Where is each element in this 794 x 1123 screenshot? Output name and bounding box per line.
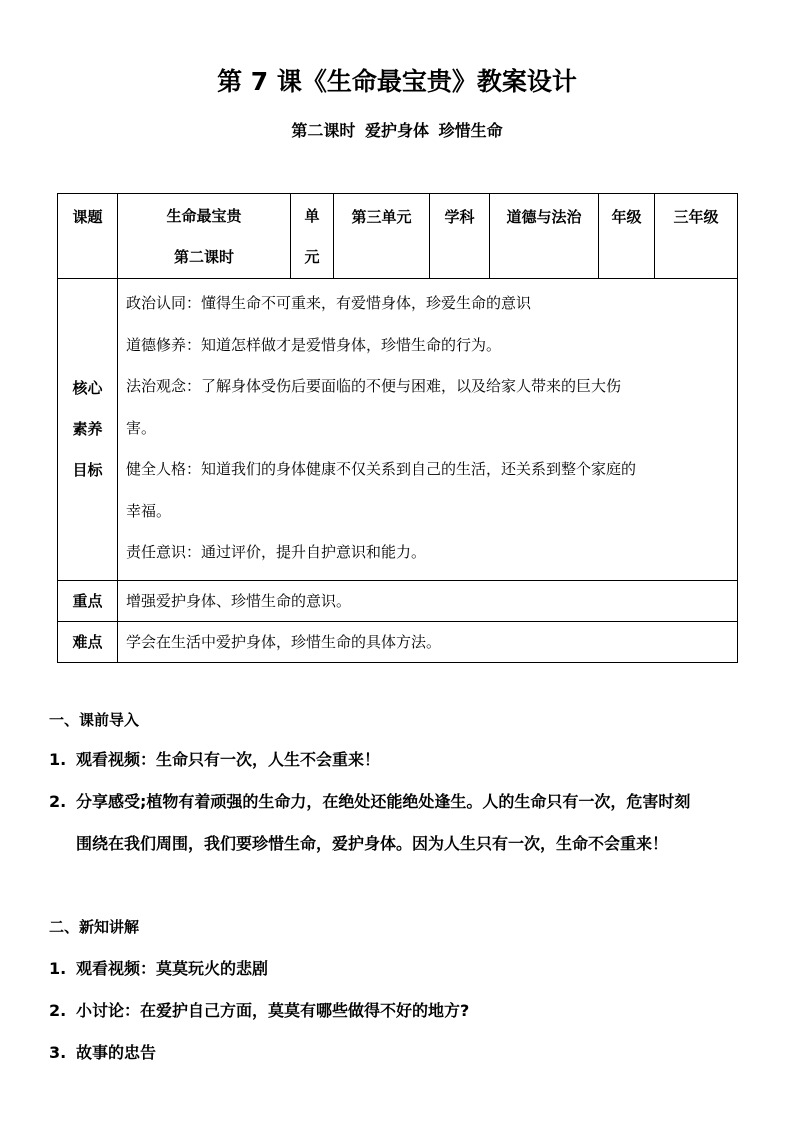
topic-line-1: 生命最宝贵 — [166, 207, 242, 225]
goal-line: 道德修养：知道怎样做才是爱惜身体，珍惜生命的行为。 — [126, 335, 502, 354]
section-heading-intro: 一、课前导入 — [49, 711, 140, 729]
goal-line: 健全人格：知道我们的身体健康不仅关系到自己的生活，还关系到整个家庭的 — [126, 460, 637, 478]
list-item-number: 1. — [49, 959, 67, 978]
difficulty-text: 学会在生活中爱护身体，珍惜生命的具体方法。 — [118, 621, 738, 662]
key-point-text: 增强爱护身体、珍惜生命的意识。 — [118, 580, 738, 621]
goal-line: 责任意识：通过评价，提升自护意识和能力。 — [126, 543, 427, 561]
list-item-number: 2. — [49, 1001, 67, 1020]
list-item-text: 观看视频：莫莫玩火的悲剧 — [76, 959, 269, 978]
list-item — [49, 990, 777, 1032]
topic-value — [118, 194, 291, 279]
topic-label: 课题 — [58, 194, 118, 279]
document-title: 第 7 课《生命最宝贵》教案设计 — [217, 67, 577, 96]
grade-value: 三年级 — [655, 194, 738, 279]
table-row-key-point — [58, 580, 738, 621]
unit-label-1: 单 — [304, 207, 320, 225]
list-item-text: 观看视频：生命只有一次，人生不会重来！ — [76, 750, 381, 769]
section-heading-new-knowledge: 二、新知讲解 — [49, 918, 140, 936]
list-item-number: 1. — [49, 750, 67, 769]
goal-line: 法治观念：了解身体受伤后要面临的不便与困难，以及给家人带来的巨大伤 — [126, 377, 622, 395]
list-item-number: 2. — [49, 792, 67, 811]
list-item — [49, 948, 777, 990]
lesson-info-table — [57, 193, 738, 663]
core-label-1: 核心 — [72, 378, 103, 397]
table-row-core-goals — [58, 279, 738, 581]
list-item-text: 小讨论：在爱护自己方面，莫莫有哪些做得不好的地方? — [76, 1001, 470, 1020]
unit-label — [291, 194, 334, 279]
core-label-2: 素养 — [72, 419, 103, 438]
subject-label: 学科 — [430, 194, 490, 279]
list-item-text-continued: 围绕在我们周围，我们要珍惜生命，爱护身体。因为人生只有一次，生命不会重来！ — [76, 834, 669, 853]
core-goals-label — [58, 279, 118, 581]
list-item — [49, 1032, 777, 1074]
unit-label-2: 元 — [304, 248, 320, 266]
goal-line: 害。 — [126, 418, 157, 437]
subject-value: 道德与法治 — [490, 194, 599, 279]
topic-line-2: 第二课时 — [173, 248, 234, 266]
table-row-difficulty — [58, 621, 738, 662]
list-item-number: 3. — [49, 1043, 67, 1062]
list-item — [49, 781, 777, 865]
difficulty-label: 难点 — [58, 621, 118, 662]
core-label-3: 目标 — [72, 460, 103, 479]
grade-label: 年级 — [599, 194, 655, 279]
core-goals-list — [118, 279, 738, 581]
goal-line: 政治认同：懂得生命不可重来，有爱惜身体，珍爱生命的意识 — [126, 294, 532, 312]
goal-line: 幸福。 — [126, 501, 172, 520]
document-subtitle: 第二课时 爱护身体 珍惜生命 — [291, 121, 503, 140]
table-row-topic — [58, 194, 738, 279]
list-item-text: 分享感受;植物有着顽强的生命力，在绝处还能绝处逢生。人的生命只有一次，危害时刻 — [76, 792, 691, 811]
unit-value: 第三单元 — [334, 194, 430, 279]
list-item-text: 故事的忠告 — [76, 1043, 157, 1062]
key-point-label: 重点 — [58, 580, 118, 621]
list-item — [49, 739, 777, 781]
